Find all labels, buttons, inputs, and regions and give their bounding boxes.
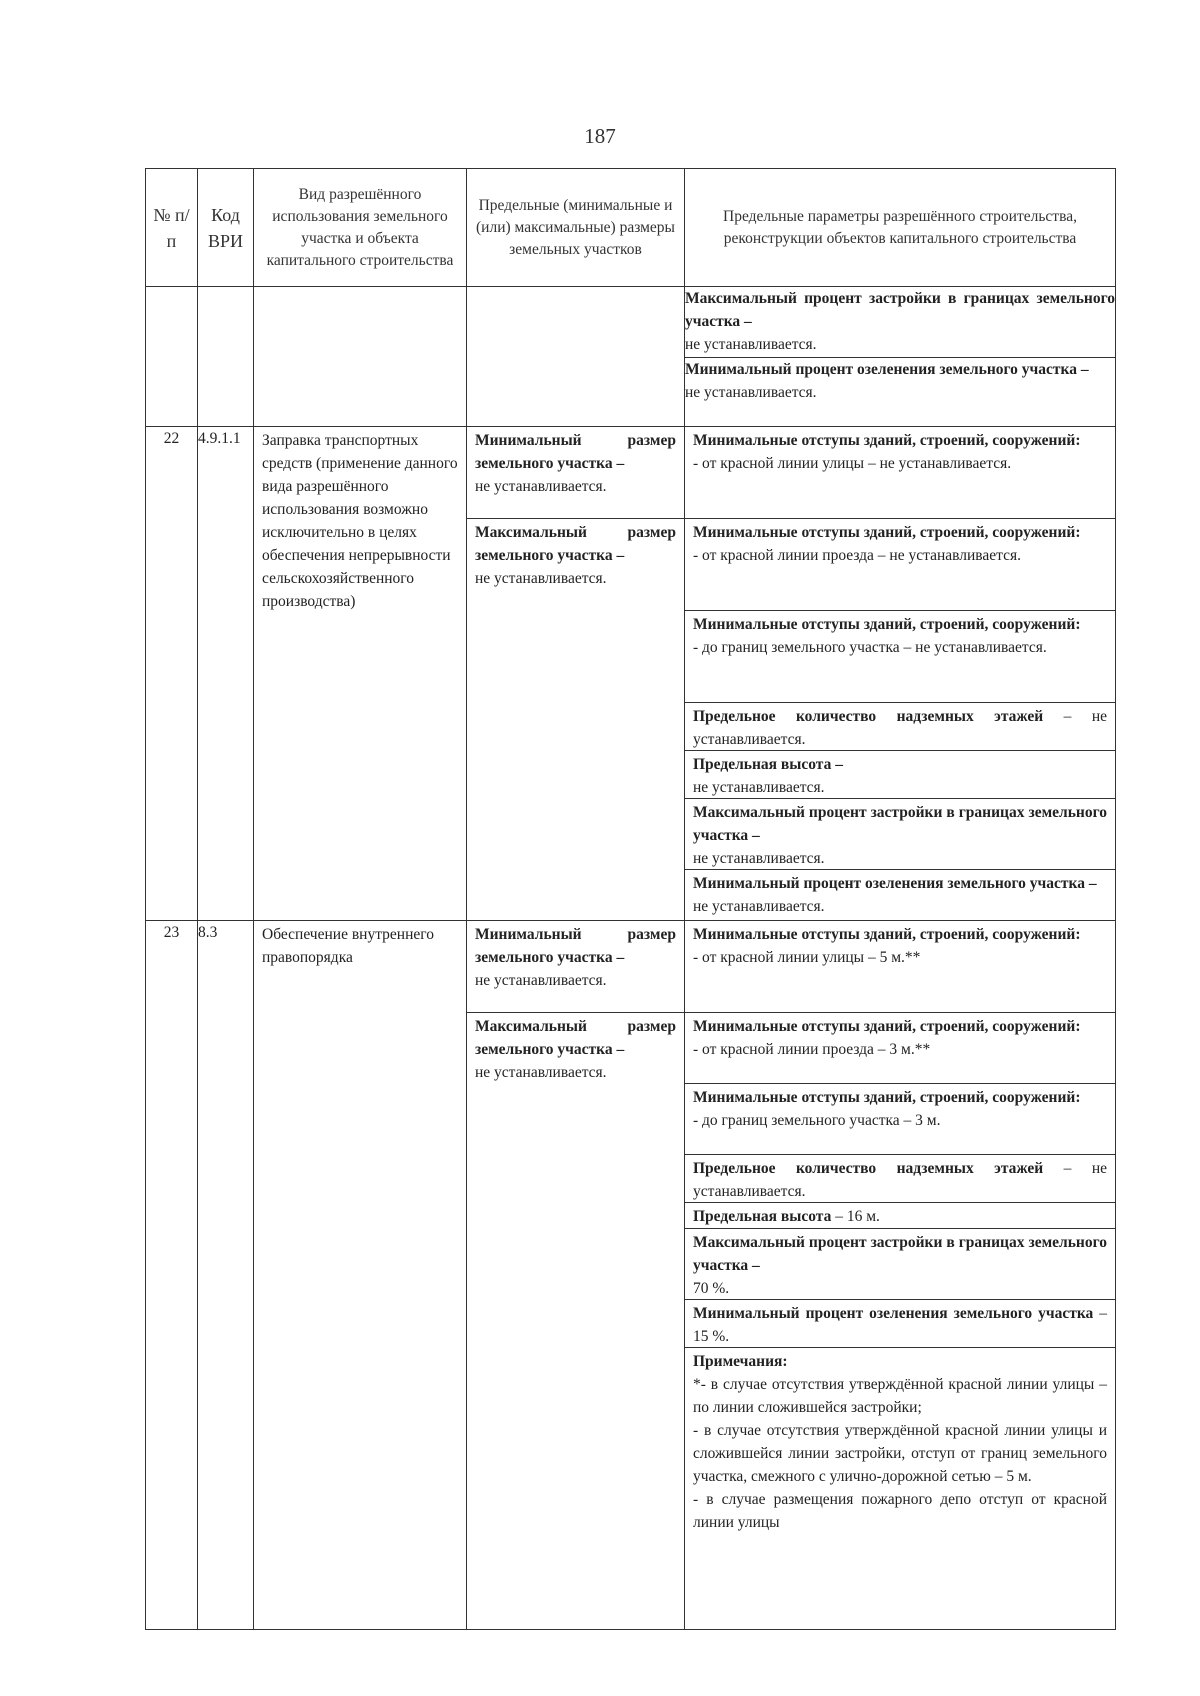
param-value: не устанавливается. — [693, 779, 825, 796]
param-value: - от красной линии проезда – не устанавливается. — [693, 547, 1021, 564]
cell-use — [254, 287, 467, 427]
param-label: Минимальные отступы зданий, строений, сооружений: — [693, 1018, 1081, 1035]
size-max-label: Максимальный размер земельного участка – — [475, 1018, 676, 1058]
size-max-value: не устанавливается. — [475, 1064, 607, 1081]
param-cell — [685, 799, 1115, 870]
param-cell — [685, 1203, 1115, 1229]
param-value: не устанавливается. — [685, 336, 817, 353]
param-cell — [685, 870, 1115, 920]
param-label: Предельная высота – — [693, 756, 843, 773]
param-cell — [685, 751, 1115, 799]
page-number: 187 — [584, 124, 616, 148]
table-row — [146, 427, 1116, 921]
param-value: – 16 м. — [831, 1208, 880, 1225]
param-label: Предельное количество надземных этажей — [693, 708, 1044, 725]
size-min-block — [467, 427, 684, 519]
param-value: - от красной линии проезда – 3 м.** — [693, 1041, 931, 1058]
param-label: Минимальные отступы зданий, строений, сооружений: — [693, 926, 1081, 943]
header-sizes: Предельные (минимальные и (или) максимальные) размеры земельных участков — [467, 169, 685, 287]
param-value: не устанавливается. — [693, 898, 825, 915]
param-cell — [685, 1084, 1115, 1155]
row-number: 22 — [146, 427, 198, 921]
param-label: Минимальные отступы зданий, строений, сооружений: — [693, 432, 1081, 449]
size-max-block — [467, 519, 684, 592]
param-label: Минимальный процент озеленения земельного участка – — [685, 361, 1089, 378]
param-value: 70 %. — [693, 1280, 730, 1297]
table-row — [146, 921, 1116, 1630]
row-use-type: Обеспечение внутреннего правопорядка — [254, 921, 467, 1630]
size-min-block — [467, 921, 684, 1013]
param-label: Минимальный процент озеленения земельного участка – — [693, 875, 1097, 892]
param-label: Минимальные отступы зданий, строений, сооружений: — [693, 616, 1081, 633]
param-cell — [685, 1300, 1115, 1348]
param-cell — [685, 1013, 1115, 1084]
table-row — [146, 287, 1116, 358]
size-min-label: Минимальный размер земельного участка – — [475, 432, 676, 472]
size-min-value: не устанавливается. — [475, 478, 607, 495]
row-params — [685, 427, 1116, 921]
param-value: - до границ земельного участка – не устанавливается. — [693, 639, 1047, 656]
param-value: не устанавливается. — [685, 384, 817, 401]
param-value: – не устанавливается. — [693, 1160, 1107, 1200]
notes-title: Примечания: — [693, 1353, 788, 1370]
param-label: Предельная высота — [693, 1208, 832, 1225]
row-code: 4.9.1.1 — [198, 427, 254, 921]
cell-code — [198, 287, 254, 427]
param-label: Максимальный процент застройки в границах земельного участка – — [685, 290, 1115, 330]
param-label: Максимальный процент застройки в границах земельного участка – — [693, 804, 1107, 844]
param-value: – 15 %. — [693, 1305, 1108, 1345]
row-params — [685, 921, 1116, 1630]
param-cell — [685, 519, 1115, 611]
row-sizes — [467, 427, 685, 921]
param-value: - до границ земельного участка – 3 м. — [693, 1112, 941, 1129]
param-value: – не устанавливается. — [693, 708, 1107, 748]
param-cell — [685, 1229, 1115, 1300]
row-code: 8.3 — [198, 921, 254, 1630]
param-cell — [685, 611, 1115, 703]
size-min-value: не устанавливается. — [475, 972, 607, 989]
size-min-label: Минимальный размер земельного участка – — [475, 926, 676, 966]
regulations-table — [145, 168, 1116, 1630]
header-num: № п/п — [146, 169, 198, 287]
param-cell — [685, 921, 1115, 1013]
header-use: Вид разрешённого использования земельного участка и объекта капитального строительства — [254, 169, 467, 287]
param-cell — [685, 427, 1115, 519]
param-value: - от красной линии улицы – не устанавливается. — [693, 455, 1012, 472]
param-label: Минимальные отступы зданий, строений, сооружений: — [693, 1089, 1081, 1106]
param-label: Минимальные отступы зданий, строений, сооружений: — [693, 524, 1081, 541]
size-max-label: Максимальный размер земельного участка – — [475, 524, 676, 564]
notes-cell — [685, 1348, 1115, 1536]
row-number: 23 — [146, 921, 198, 1630]
header-code: Код ВРИ — [198, 169, 254, 287]
param-cell — [685, 287, 1116, 358]
param-cell — [685, 703, 1115, 751]
header-params: Предельные параметры разрешённого строительства, реконструкции объектов капитального строительства — [685, 169, 1116, 287]
param-label: Максимальный процент застройки в границах земельного участка – — [693, 1234, 1107, 1274]
param-cell — [685, 1155, 1115, 1203]
row-use-type: Заправка транспортных средств (применение данного вида разрешённого использования возможно исключительно в целях обеспечения непрерывности сельскохозяйственного производства) — [254, 427, 467, 921]
note-item: *- в случае отсутствия утверждённой красной линии улицы – по линии сложившейся застройки; — [693, 1376, 1107, 1416]
param-label: Минимальный процент озеленения земельного участка — [693, 1305, 1094, 1322]
note-item: - в случае отсутствия утверждённой красной линии улицы и сложившейся линии застройки, отступ от границ земельного участка, смежного с улично-дорожной сетью – 5 м. — [693, 1422, 1107, 1485]
row-sizes — [467, 921, 685, 1630]
param-value: - от красной линии улицы – 5 м.** — [693, 949, 921, 966]
size-max-block — [467, 1013, 684, 1086]
note-item: - в случае размещения пожарного депо отступ от красной линии улицы — [693, 1491, 1107, 1531]
table-header-row — [146, 169, 1116, 287]
param-label: Предельное количество надземных этажей — [693, 1160, 1044, 1177]
param-value: не устанавливается. — [693, 850, 825, 867]
cell-num — [146, 287, 198, 427]
param-cell — [685, 358, 1116, 427]
size-max-value: не устанавливается. — [475, 570, 607, 587]
cell-sizes — [467, 287, 685, 427]
